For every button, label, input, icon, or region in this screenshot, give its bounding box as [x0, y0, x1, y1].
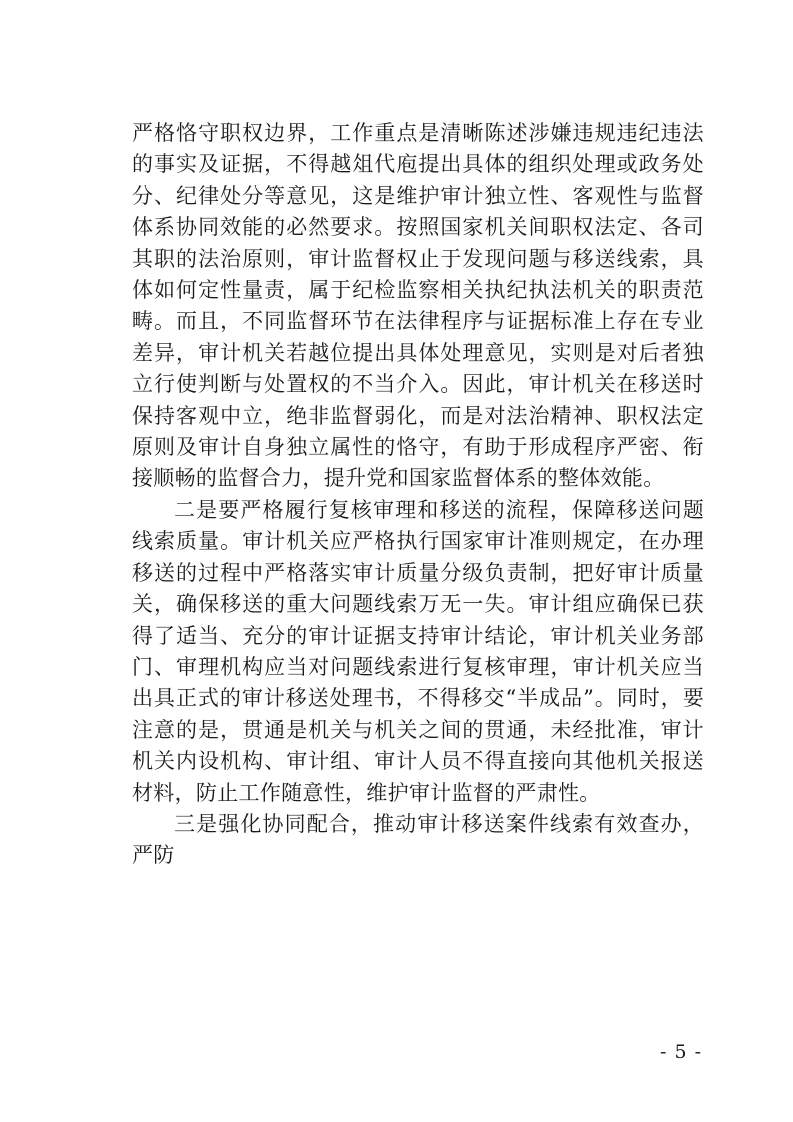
paragraph-continued: 严格恪守职权边界，工作重点是清晰陈述涉嫌违规违纪违法的事实及证据，不得越俎代庖提出具体的组织处理或政务处分、纪律处分等意见，这是维护审计独立性、客观性与监督体系协同效能的必然要求。按照国家机关间职权法定、各司其职的法治原则，审计监督权止于发现问题与移送线索，具体如何定性量责，属于纪检监察相关执纪执法机关的职责范畴。而且，不同监督环节在法律程序与证据标准上存在专业差异，审计机关若越位提出具体处理意见，实则是对后者独立行使判断与处置权的不当介入。因此，审计机关在移送时保持客观中立，绝非监督弱化，而是对法治精神、职权法定原则及审计自身独立属性的恪守，有助于形成程序严密、衔接顺畅的监督合力，提升党和国家监督体系的整体效能。	[132, 121, 704, 491]
paragraph-point-three: 三是强化协同配合，推动审计移送案件线索有效查办，严防	[132, 811, 704, 868]
page-number: - 5 -	[659, 1041, 702, 1063]
paragraph-point-two: 二是要严格履行复核审理和移送的流程，保障移送问题线索质量。审计机关应严格执行国家审计准则规定，在办理移送的过程中严格落实审计质量分级负责制，把好审计质量关，确保移送的重大问题线索万无一失。审计组应确保已获得了适当、充分的审计证据支持审计结论，审计机关业务部门、审理机构应当对问题线索进行复核审理，审计机关应当出具正式的审计移送处理书，不得移交“半成品”。同时，要注意的是，贯通是机关与机关之间的贯通，未经批准，审计机关内设机构、审计组、审计人员不得直接向其他机关报送材料，防止工作随意性，维护审计监督的严肃性。	[132, 497, 704, 805]
document-body	[132, 118, 704, 872]
